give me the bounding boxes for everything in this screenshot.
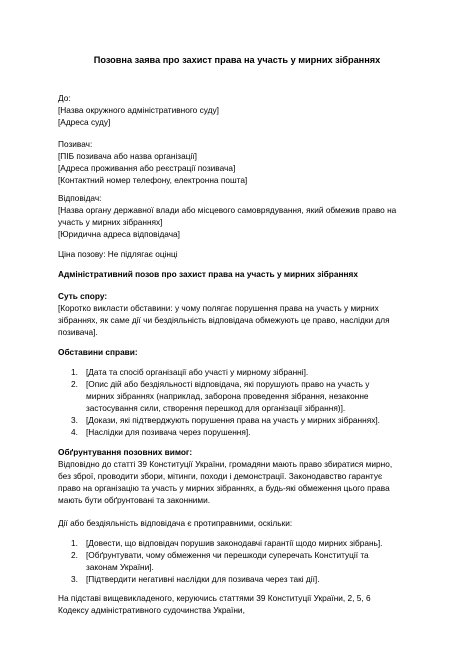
list-number: 3. [71,415,78,425]
justification-list-section [58,537,420,585]
list-item [58,378,420,414]
circumstances-heading: Обставини справи: [58,347,138,357]
list-number: 3. [71,574,78,584]
essence-line: позивача]. [58,327,98,337]
list-item [58,573,420,585]
justification-heading: Обґрунтування позовних вимог: [58,447,193,457]
list-item-text: [Наслідки для позивача через порушення]. [86,427,251,437]
list-item [58,537,420,549]
list-number: 2. [71,550,78,560]
essence-heading: Суть спору: [58,291,108,301]
defendant-name-line1: [Назва органу державної влади або місцевого самоврядування, який обмежив право на [58,205,397,215]
closing-line: Кодексу адміністративного судочинства України, [58,605,245,615]
essence-line: зібраннях, як саме дії чи бездіяльність відповідача обмежують це право, наслідки для [58,315,390,325]
court-name: [Назва окружного адміністративного суду] [58,105,219,115]
defendant-label: Відповідач: [58,193,102,203]
plaintiff-section [58,138,420,186]
defendant-section [58,192,420,240]
justification-line: Відповідно до статті 39 Конституції України, громадяни мають право збиратися мирно, [58,459,393,469]
list-item [58,366,420,378]
circumstances-section [58,346,420,438]
to-label: До: [58,93,71,103]
list-number: 1. [71,538,78,548]
list-item-text: [Докази, які підтверджують порушення права на участь у мирних зібраннях]. [86,415,380,425]
list-number: 4. [71,427,78,437]
plaintiff-name: [ПІБ позивача або назва організації] [58,151,197,161]
plaintiff-address: [Адреса проживання або реєстрації позивача] [58,163,236,173]
list-item-text: мирних зібраннях (наприклад, заборона проведення зібрання, незаконне [86,391,369,401]
defendant-address: [Юридична адреса відповідача] [58,229,180,239]
plaintiff-contacts: [Контактний номер телефону, електронна пошта] [58,175,248,185]
justification-line: мають бути обґрунтовані та законними. [58,495,211,505]
list-number: 1. [71,367,78,377]
closing-section [58,592,420,616]
list-number: 2. [71,379,78,389]
justification-section [58,446,420,506]
plaintiff-label: Позивач: [58,139,93,149]
document-title: Позовна заява про захист права на участь у мирних зібраннях [93,55,381,65]
essence-line: [Коротко викласти обставини: у чому полягає порушення права на участь у мирних [58,303,379,313]
list-item-text: [Підтвердити негативні наслідки для позивача через такі дії]. [86,574,320,584]
list-item-text: застосування сили, створення перешкод для організації зібрання)]. [86,403,346,413]
court-address: [Адреса суду] [58,117,111,127]
closing-line: На підставі вищевикладеного, керуючись статтями 39 Конституції України, 2, 5, 6 [58,593,371,603]
circumstances-list [58,366,420,438]
list-item-text: [Довести, що відповідач порушив законодавчі гарантії щодо мирних зібрань]. [86,538,383,548]
defendant-name-line2: участь у мирних зібраннях] [58,217,163,227]
claim-price: Ціна позову: Не підлягає оцінці [58,249,178,259]
to-section [58,92,420,128]
list-item [58,549,420,573]
justification-line: право на організацію та участь у мирних зібраннях, а будь-які обмеження цього права [58,483,390,493]
list-item-text: [Обґрунтувати, чому обмеження чи перешкоди суперечать Конституції та [86,550,369,560]
essence-section [58,290,420,338]
justification-list [58,537,420,585]
main-heading: Адміністративний позов про захист права на участь у мирних зібраннях [58,269,358,279]
justification-intro: Дії або бездіяльність відповідача є протиправними, оскільки: [58,518,293,528]
list-item [58,426,420,438]
justification-line: без зброї, проводити збори, мітинги, походи і демонстрації. Законодавство гарантує [58,471,383,481]
list-item-text: [Опис дій або бездіяльності відповідача, які порушують право на участь у [86,379,370,389]
list-item [58,414,420,426]
list-item-text: [Дата та спосіб організації або участі у мирному зібранні]. [86,367,309,377]
list-item-text: законам України]. [86,562,154,572]
